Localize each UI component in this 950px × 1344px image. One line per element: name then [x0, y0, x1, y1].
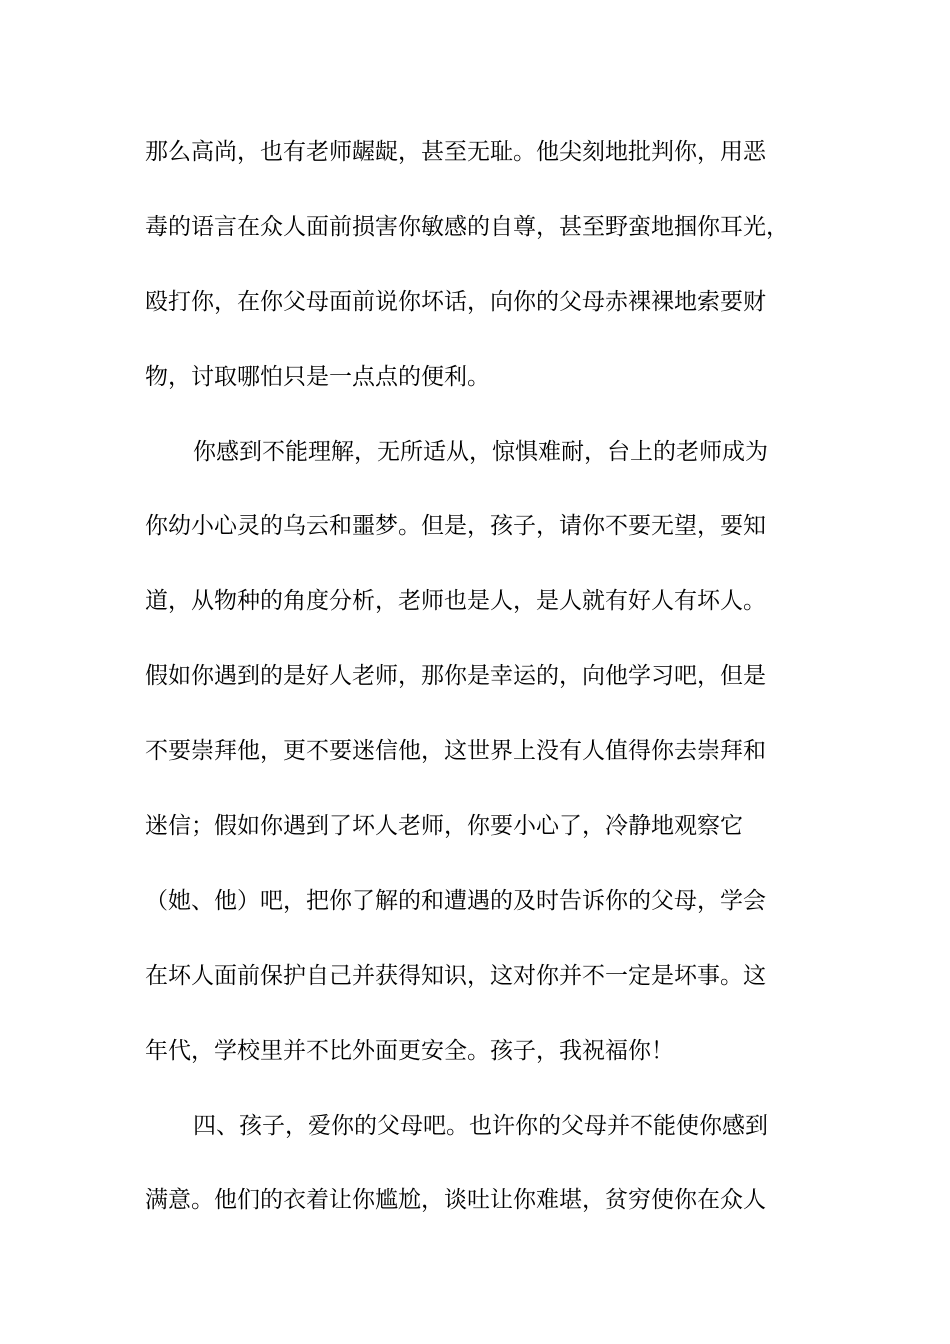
paragraph-start-line: 四、孩子，爱你的父母吧。也许你的父母并不能使你感到: [193, 1112, 768, 1139]
text-line: 假如你遇到的是好人老师，那你是幸运的，向他学习吧，但是: [145, 663, 766, 690]
text-line: （她、他）吧，把你了解的和遭遇的及时告诉你的父母，学会: [145, 887, 766, 914]
text-line: 满意。他们的衣着让你尴尬，谈吐让你难堪，贫穷使你在众人: [145, 1187, 766, 1214]
text-line: 你幼小心灵的乌云和噩梦。但是，孩子，请你不要无望，要知: [145, 513, 766, 540]
text-line: 在坏人面前保护自己并获得知识，这对你并不一定是坏事。这: [145, 962, 766, 989]
text-line: 道，从物种的角度分析，老师也是人，是人就有好人有坏人。: [145, 588, 766, 615]
text-line: 那么高尚，也有老师龌龊，甚至无耻。他尖刻地批判你，用恶: [145, 139, 766, 165]
text-line: 毒的语言在众人面前损害你敏感的自尊，甚至野蛮地掴你耳光，: [145, 213, 789, 240]
document-body: [145, 128, 815, 1251]
text-line: 物，讨取哪怕只是一点点的便利。: [145, 363, 490, 390]
text-line: 不要崇拜他，更不要迷信他，这世界上没有人值得你去崇拜和: [145, 738, 766, 765]
paragraph-start-line: 你感到不能理解，无所适从，惊惧难耐，台上的老师成为: [193, 438, 768, 465]
text-line: 殴打你，在你父母面前说你坏话，向你的父母赤裸裸地索要财: [145, 288, 766, 315]
text-line: 年代，学校里并不比外面更安全。孩子，我祝福你！: [145, 1037, 674, 1064]
text-line: 迷信；假如你遇到了坏人老师，你要小心了，冷静地观察它: [145, 813, 743, 840]
